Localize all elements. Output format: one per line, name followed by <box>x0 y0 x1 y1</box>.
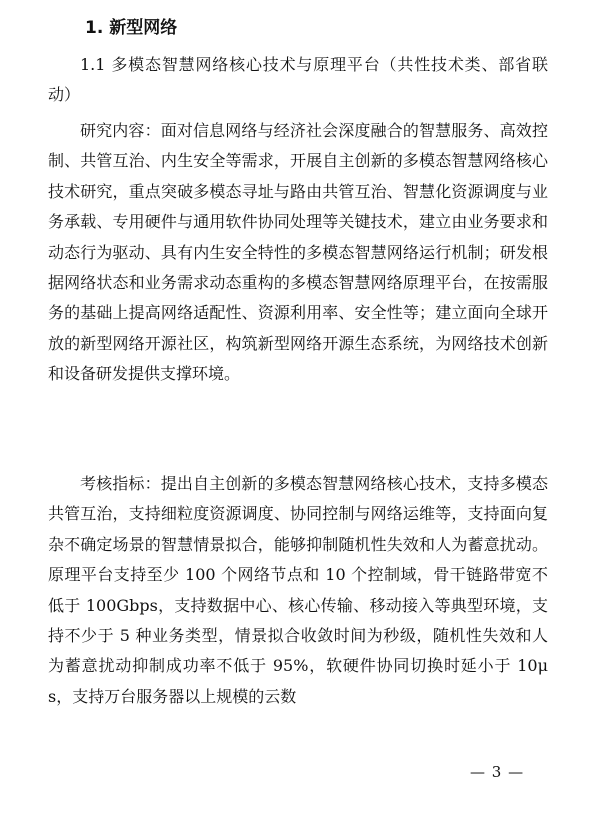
section-heading: 1. 新型网络 <box>85 18 178 38</box>
research-content-paragraph: 研究内容：面对信息网络与经济社会深度融合的智慧服务、高效控制、共管互治、内生安全等需求，开展自主创新的多模态智慧网络核心技术研究，重点突破多模态寻址与路由共管互治、智慧化资源调度与业务承载、专用硬件与通用软件协同处理等关键技术，建立由业务要求和动态行为驱动、具有内生安全特性的多模态智慧网络运行机制；研发根据网络状态和业务需求动态重构的多模态智慧网络原理平台，在按需服务的基础上提高网络适配性、资源利用率、安全性等；建立面向全球开放的新型网络开源社区，构筑新型网络开源生态系统，为网络技术创新和设备研发提供支撑环境。 <box>48 121 548 384</box>
assessment-indicators-paragraph: 考核指标：提出自主创新的多模态智慧网络核心技术，支持多模态共管互治，支持细粒度资源调度、协同控制与网络运维等，支持面向复杂不确定场景的智慧情景拟合，能够抑制随机性失效和人为蓄意扰动。原理平台支持至少 100 个网络节点和 10 个控制域，骨干链路带宽不低于 100Gbps，支持数据中心、核心传输、移动接入等典型环境，支持不少于 5 种业务类型，情景拟合收敛时间为秒级，随机性失效和人为蓄意扰动抑制成功率不低于 95%，软硬件协同切换时延小于 10μs，支持万台服务器以上规模的云数 <box>48 474 548 706</box>
page-number: — 3 — <box>470 763 525 781</box>
subsection-title: 1.1 多模态智慧网络核心技术与原理平台（共性技术类、部省联动） <box>48 55 548 105</box>
